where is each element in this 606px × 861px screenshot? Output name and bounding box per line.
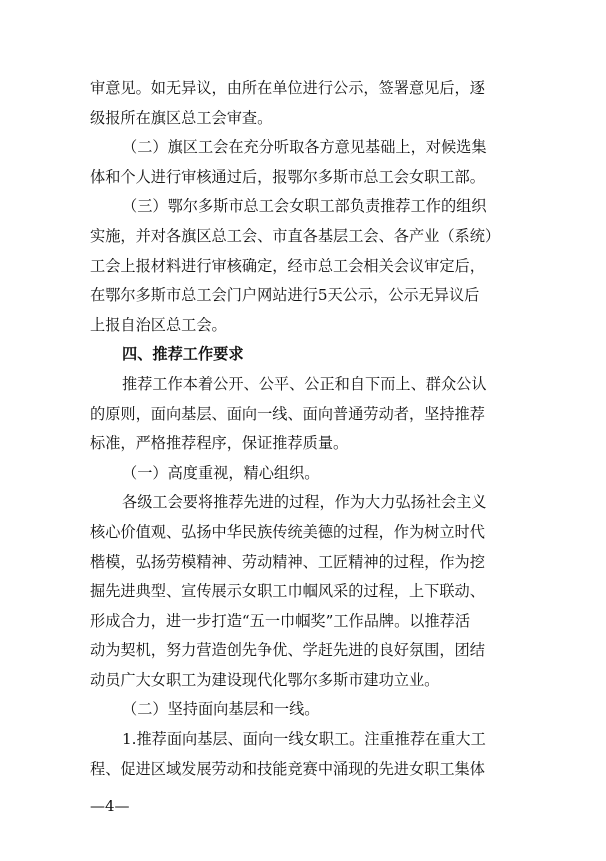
text-line: （三）鄂尔多斯市总工会女职工部负责推荐工作的组织 [122, 197, 487, 216]
text-line: 推荐工作本着公开、公平、公正和自下而上、群众公认 [122, 374, 487, 393]
text-line: 审意见。如无异议，由所在单位进行公示，签署意见后，逐 [90, 79, 485, 97]
subheading-attention [90, 459, 520, 489]
text-line: 在鄂尔多斯市总工会门户网站进行5天公示，公示无异议后 [90, 286, 480, 305]
subheading-text: （一）高度重视，精心组织。 [122, 463, 320, 482]
paragraph-city-review [90, 192, 520, 340]
text-line: （二）旗区工会在充分听取各方意见基础上，对候选集 [122, 138, 487, 157]
text-line: 1.推荐面向基层、面向一线女职工。注重推荐在重大工 [122, 730, 486, 749]
text-line: 的原则，面向基层、面向一线、面向普通劳动者，坚持推荐 [90, 404, 485, 423]
subheading-text: （二）坚持面向基层和一线。 [122, 700, 320, 719]
text-line: 掘先进典型、宣传展示女职工巾帼风采的过程，上下联动、 [90, 582, 485, 601]
text-line: 标准，严格推荐程序，保证推荐质量。 [90, 434, 349, 453]
text-line: 上报自治区总工会。 [90, 315, 227, 334]
page-number: —4— [90, 797, 130, 815]
paragraph-district-review [90, 133, 520, 192]
text-line: 动为契机，努力营造创先争优、学赶先进的良好氛围，团结 [90, 641, 485, 660]
section-heading-requirements [90, 340, 520, 370]
text-line: 形成合力，进一步打造“五一巾帼奖”工作品牌。以推荐活 [90, 611, 471, 630]
text-line: 实施，并对各旗区总工会、市直各基层工会、各产业（系统） [90, 226, 501, 245]
heading-text: 四、推荐工作要求 [122, 345, 244, 364]
text-line: 体和个人进行审核通过后，报鄂尔多斯市总工会女职工部。 [90, 167, 485, 186]
text-line: 楷模，弘扬劳模精神、劳动精神、工匠精神的过程，作为挖 [90, 552, 485, 571]
text-line: 工会上报材料进行审核确定，经市总工会相关会议审定后， [90, 256, 485, 275]
paragraph-principles [90, 370, 520, 459]
subheading-grassroots [90, 695, 520, 725]
text-line: 程、促进区域发展劳动和技能竞赛中涌现的先进女职工集体 [90, 759, 485, 778]
document-body [90, 74, 520, 784]
text-line: 级报所在旗区总工会审查。 [90, 108, 273, 127]
paragraph-process [90, 488, 520, 695]
text-line: 核心价值观、弘扬中华民族传统美德的过程，作为树立时代 [90, 522, 485, 541]
text-line: 各级工会要将推荐先进的过程，作为大力弘扬社会主义 [122, 493, 487, 512]
text-line: 动员广大女职工为建设现代化鄂尔多斯市建功立业。 [90, 670, 440, 689]
paragraph-approval-continued [90, 74, 520, 133]
paragraph-grassroots-workers [90, 725, 520, 784]
